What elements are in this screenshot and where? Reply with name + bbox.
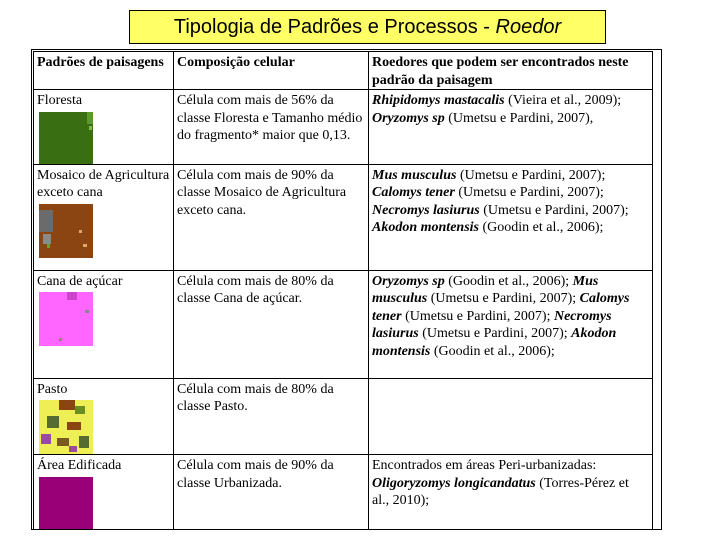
species-name: Calomys tener [372, 291, 630, 324]
species-name: Oryzomys sp [372, 273, 445, 289]
pattern-cell [34, 378, 174, 455]
header-pattern: Padrões de paisagens [34, 52, 174, 90]
table-row [34, 164, 653, 270]
built-area-swatch [39, 477, 93, 529]
pattern-cell [34, 455, 174, 530]
agriculture-mosaic-swatch [39, 204, 93, 258]
rodents-cell [369, 90, 653, 165]
rodents-cell [369, 455, 653, 530]
pattern-cell [34, 270, 174, 378]
species-name: Mus musculus [372, 167, 457, 183]
citation-text: (Umetsu e Pardini, 2007); [418, 326, 572, 341]
slide-title [129, 10, 606, 44]
pattern-label: Pasto [37, 381, 68, 397]
pattern-cell [34, 90, 174, 165]
pattern-label: Floresta [37, 93, 83, 108]
species-name: Akodon montensis [372, 220, 479, 235]
rodent-typology-table [33, 51, 653, 530]
rodents-cell [369, 270, 653, 378]
sugarcane-swatch [39, 292, 93, 346]
composition-cell: Célula com mais de 80% da classe Pasto. [174, 378, 369, 455]
species-name: Oligoryzomys longicandatus [372, 475, 536, 491]
citation-text: (Umetsu e Pardini, 2007); [401, 308, 554, 324]
species-name: Necromys lasiurus [372, 308, 612, 341]
title-emphasis: Roedor [495, 16, 562, 38]
pattern-label: Área Edificada [37, 458, 122, 473]
pasture-swatch [39, 400, 93, 454]
species-name: Oryzomys sp [372, 110, 445, 126]
species-name: Akodon montensis [372, 326, 617, 359]
species-name: Necromys lasiurus [372, 202, 480, 218]
table-row [34, 90, 653, 165]
citation-text: (Goodin et al., 2006); [444, 273, 573, 289]
citation-text: (Goodin et al., 2006); [430, 343, 555, 359]
pattern-label: Cana de açúcar [37, 273, 123, 289]
forest-landscape-swatch [39, 112, 93, 164]
table-row [34, 270, 653, 378]
pattern-cell [34, 164, 174, 270]
citation-text: (Goodin et al., 2006); [478, 220, 604, 235]
species-name: Rhipidomys mastacalis [372, 93, 505, 108]
header-composition: Composição celular [174, 52, 369, 90]
composition-cell: Célula com mais de 80% da classe Cana de açúcar. [174, 270, 369, 378]
composition-cell: Célula com mais de 56% da classe Floresta e Tamanho médio do fragmento* maior que 0,13. [174, 90, 369, 165]
composition-cell: Célula com mais de 90% da classe Urbanizada. [174, 455, 369, 530]
table-row [34, 378, 653, 455]
title-main: Tipologia de Padrões e Processos - [173, 16, 496, 38]
citation-text: (Umetsu e Pardini, 2007), [444, 110, 594, 126]
table-row [34, 455, 653, 530]
species-name: Mus musculus [372, 273, 599, 306]
rodents-cell [369, 378, 653, 455]
citation-text: (Vieira et al., 2009); [504, 93, 622, 108]
header-rodents: Roedores que podem ser encontrados neste padrão da paisagem [369, 52, 653, 90]
pattern-label: Mosaico de Agricultura exceto cana [37, 167, 170, 200]
species-name: Calomys tener [372, 185, 455, 200]
citation-text: (Umetsu e Pardini, 2007); [479, 202, 629, 218]
citation-text: (Umetsu e Pardini, 2007); [456, 167, 606, 183]
citation-text: Encontrados em áreas Peri-urbanizadas: [372, 458, 597, 473]
citation-text: (Umetsu e Pardini, 2007); [427, 291, 580, 306]
rodents-cell [369, 164, 653, 270]
citation-text: (Torres-Pérez et al., 2010); [372, 475, 629, 508]
composition-cell: Célula com mais de 90% da classe Mosaico de Agricultura exceto cana. [174, 164, 369, 270]
citation-text: (Umetsu e Pardini, 2007); [454, 185, 604, 200]
table-header-row [34, 52, 653, 90]
